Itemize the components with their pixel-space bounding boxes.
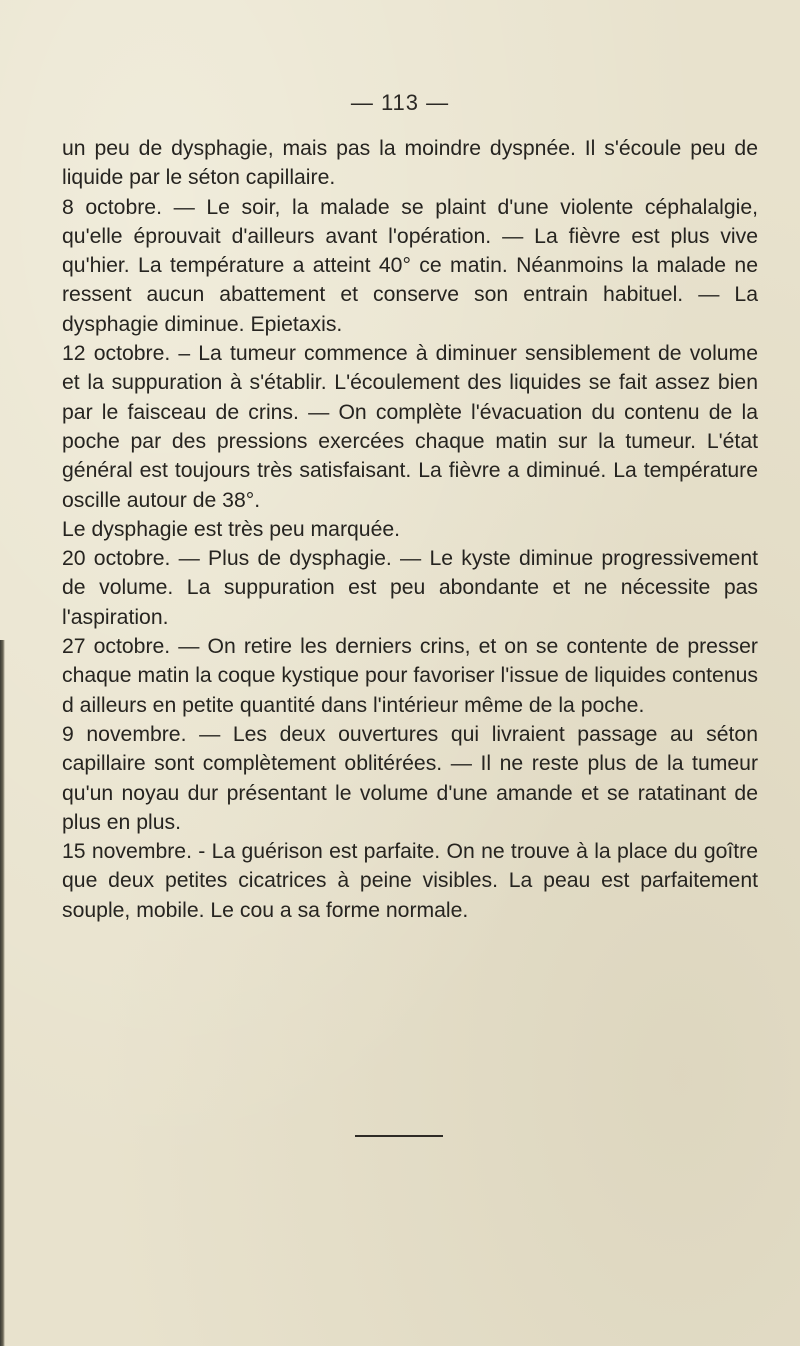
paragraph-12-octobre: 12 octobre. – La tumeur commence à diminuer sensiblement de volume et la suppuration à s'établir. L'écoulement des liquides se fait assez bien par le faisceau de crins. — On complète l'évacuation du contenu de la poche par des pressions exercées chaque matin sur la tumeur. L'état général est toujours très satisfaisant. La fièvre a diminué. La température oscille autour de 38°. [62,342,758,512]
paragraph-27-octobre: 27 octobre. — On retire les derniers crins, et on se contente de presser chaque matin la coque kystique pour favoriser l'issue de liquides contenus d ailleurs en petite quantité dans l'intérieur même de la poche. [62,635,758,717]
page-edge-shadow [0,640,5,1346]
body-text [62,134,758,925]
paragraph-15-novembre: 15 novembre. - La guérison est parfaite. On ne trouve à la place du goître que deux petites cicatrices à peine visibles. La peau est parfaitement souple, mobile. Le cou a sa forme normale. [62,840,758,922]
paragraph-9-novembre: 9 novembre. — Les deux ouvertures qui livraient passage au séton capillaire sont complètement oblitérées. — Il ne reste plus de la tumeur qu'un noyau dur présentant le volume d'une amande et se ratatinant de plus en plus. [62,722,758,834]
paragraph-dysphagie-note: Le dysphagie est très peu marquée. [62,517,401,541]
page-number: — 113 — [350,90,450,115]
section-divider-rule [355,1135,443,1137]
paragraph-20-octobre: 20 octobre. — Plus de dysphagie. — Le kyste diminue progressivement de volume. La suppuration est peu abondante et ne nécessite pas l'aspiration. [62,547,758,629]
paragraph-continuation: un peu de dysphagie, mais pas la moindre dyspnée. Il s'écoule peu de liquide par le séton capillaire. [62,137,758,190]
paragraph-8-octobre: 8 octobre. — Le soir, la malade se plaint d'une violente céphalalgie, qu'elle éprouvait d'ailleurs avant l'opération. — La fièvre est plus vive qu'hier. La température a atteint 40° ce matin. Néanmoins la malade ne ressent aucun abattement et conserve son entrain habituel. — La dysphagie diminue. Epietaxis. [62,195,758,336]
